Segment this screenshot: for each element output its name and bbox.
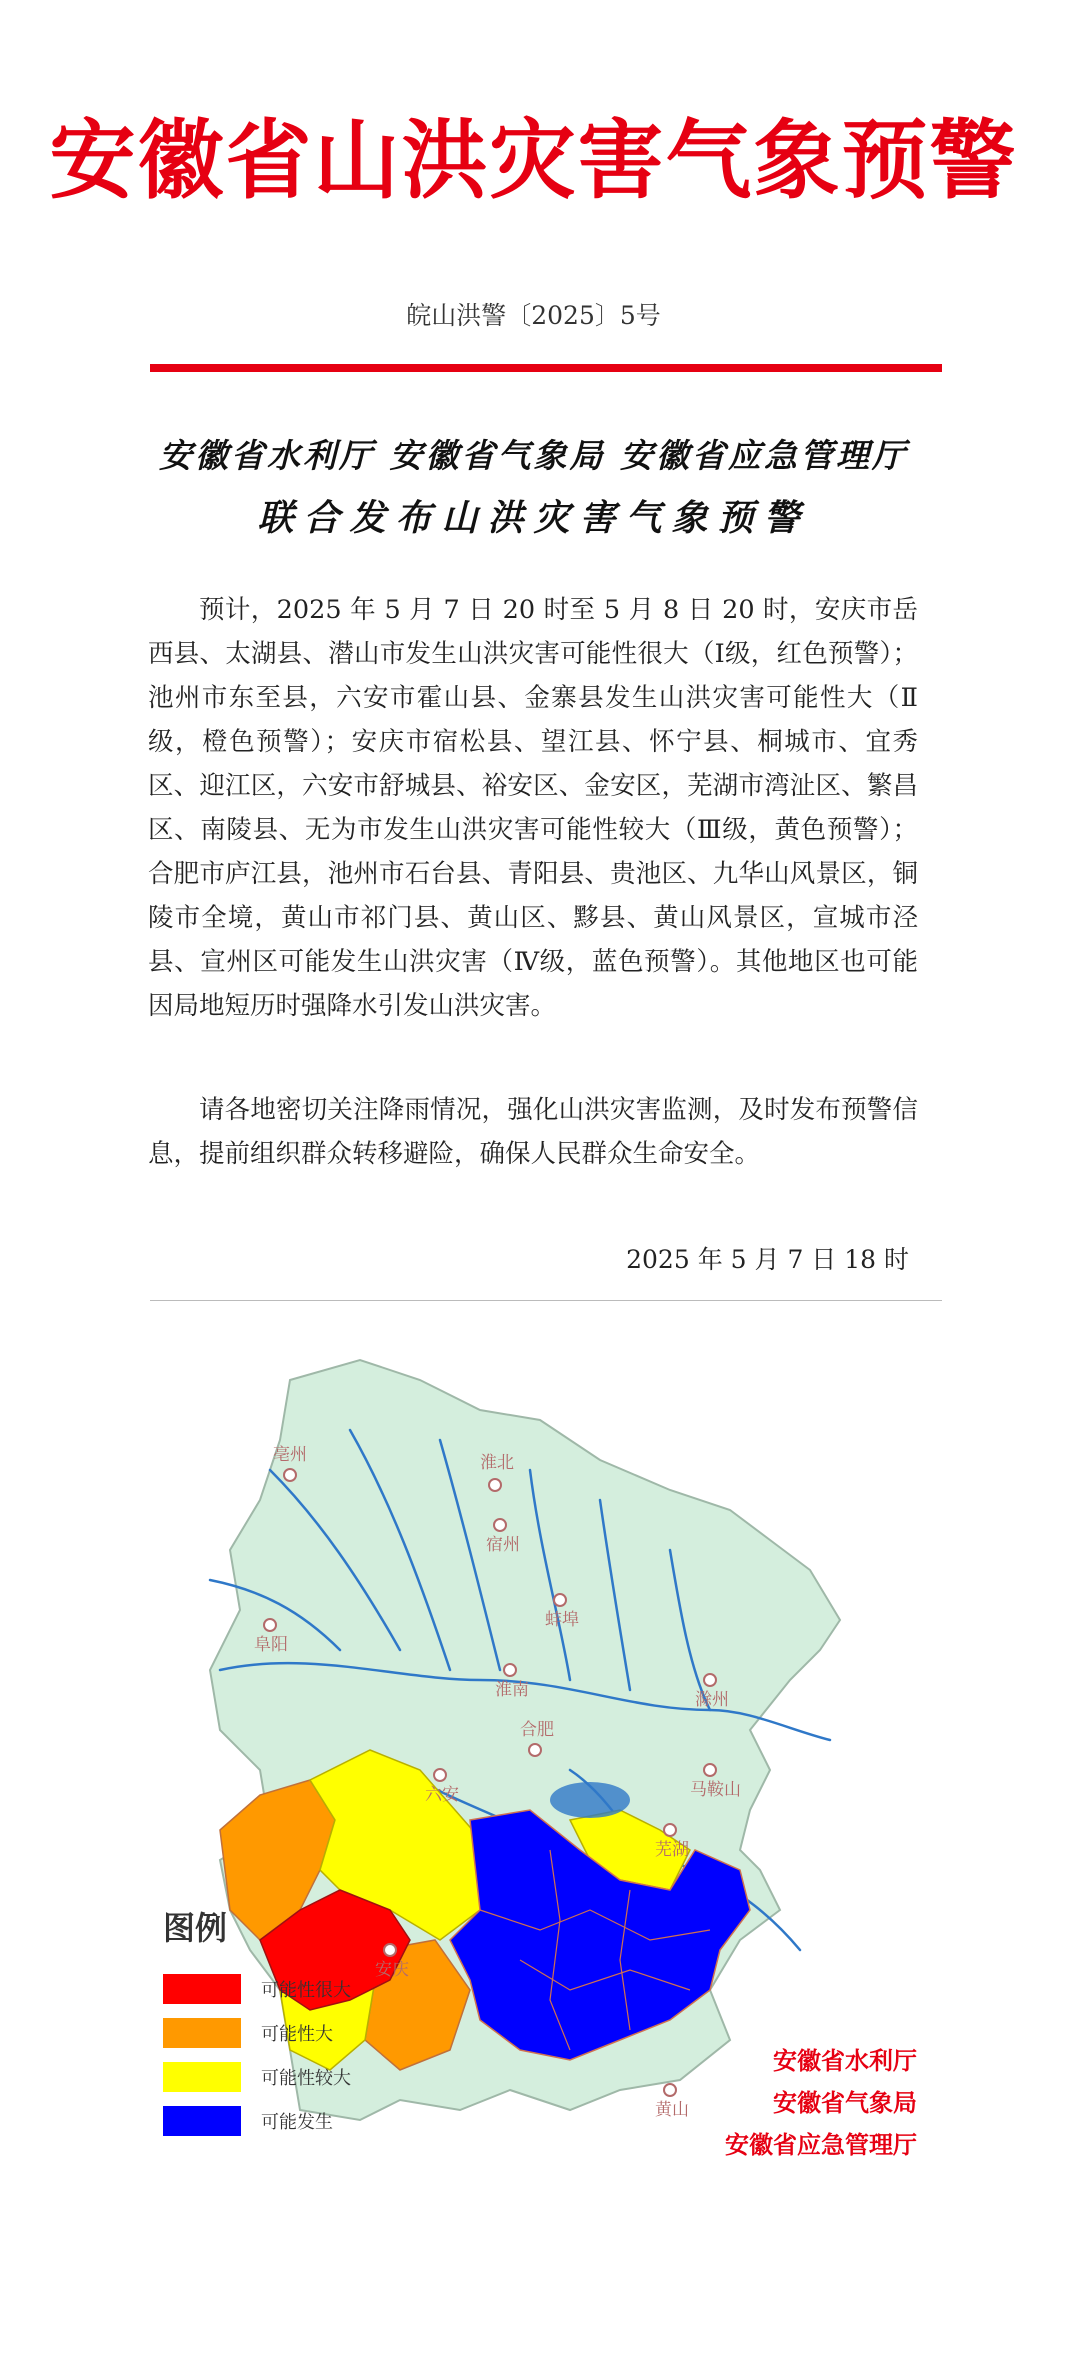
svg-text:安庆: 安庆	[375, 1960, 409, 1980]
signatory-emergency-management: 安徽省应急管理厅	[725, 2130, 917, 2159]
legend-label: 可能性很大	[261, 1980, 351, 2001]
legend-swatch-red	[163, 1974, 241, 2004]
legend-item	[163, 2011, 351, 2055]
legend-swatch-blue	[163, 2106, 241, 2136]
issuing-agencies: 安徽省水利厅 安徽省气象局 安徽省应急管理厅	[159, 436, 908, 475]
red-divider	[150, 364, 942, 372]
svg-text:阜阳: 阜阳	[254, 1635, 288, 1655]
signatory-block	[725, 2040, 917, 2166]
document-heading: 联合发布山洪灾害气象预警	[257, 497, 810, 539]
chaohu-lake	[550, 1782, 630, 1818]
signatory-meteorological: 安徽省气象局	[773, 2088, 917, 2117]
signatory-water-resources: 安徽省水利厅	[773, 2046, 917, 2075]
gray-divider	[150, 1300, 942, 1301]
legend-title: 图例	[163, 1909, 228, 1947]
map-legend	[163, 1903, 351, 2143]
legend-label: 可能性大	[261, 2024, 333, 2045]
guidance-paragraph: 请各地密切关注降雨情况，强化山洪灾害监测，及时发布预警信息，提前组织群众转移避险，确保人民群众生命安全。	[148, 1095, 918, 1169]
svg-text:马鞍山: 马鞍山	[690, 1780, 741, 1800]
svg-text:淮北: 淮北	[480, 1453, 514, 1473]
svg-text:宿州: 宿州	[486, 1535, 520, 1555]
svg-text:蚌埠: 蚌埠	[545, 1610, 579, 1630]
legend-swatch-yellow	[163, 2062, 241, 2092]
svg-text:滁州: 滁州	[695, 1690, 729, 1710]
legend-item	[163, 2055, 351, 2099]
svg-text:六安: 六安	[425, 1785, 459, 1805]
legend-label: 可能发生	[261, 2112, 333, 2133]
legend-label: 可能性较大	[261, 2068, 351, 2089]
issued-date: 2025 年 5 月 7 日 18 时	[626, 1245, 909, 1274]
document-number: 皖山洪警〔2025〕5号	[406, 301, 661, 330]
legend-swatch-orange	[163, 2018, 241, 2048]
legend-item	[163, 2099, 351, 2143]
svg-text:合肥: 合肥	[520, 1720, 554, 1740]
legend-item	[163, 1967, 351, 2011]
svg-text:淮南: 淮南	[495, 1680, 529, 1700]
svg-text:黄山: 黄山	[655, 2100, 689, 2120]
masthead-title: 安徽省山洪灾害气象预警	[49, 110, 1018, 211]
svg-text:芜湖: 芜湖	[655, 1840, 689, 1860]
warning-paragraph: 预计，2025 年 5 月 7 日 20 时至 5 月 8 日 20 时，安庆市岳西县、太湖县、潜山市发生山洪灾害可能性很大（Ⅰ级，红色预警）；池州市东至县，六安市霍山县、金寨县发生山洪灾害可能性大（Ⅱ级，橙色预警）；安庆市宿松县、望江县、怀宁县、桐城市、宜秀区、迎江区，六安市舒城县、裕安区、金安区，芜湖市湾沚区、繁昌区、南陵县、无为市发生山洪灾害可能性较大（Ⅲ级，黄色预警）；合肥市庐江县，池州市石台县、青阳县、贵池区、九华山风景区，铜陵市全境，黄山市祁门县、黄山区、黟县、黄山风景区，宣城市泾县、宣州区可能发生山洪灾害（Ⅳ级，蓝色预警）。其他地区也可能因局地短历时强降水引发山洪灾害。	[148, 595, 918, 1021]
svg-text:亳州: 亳州	[273, 1445, 307, 1465]
